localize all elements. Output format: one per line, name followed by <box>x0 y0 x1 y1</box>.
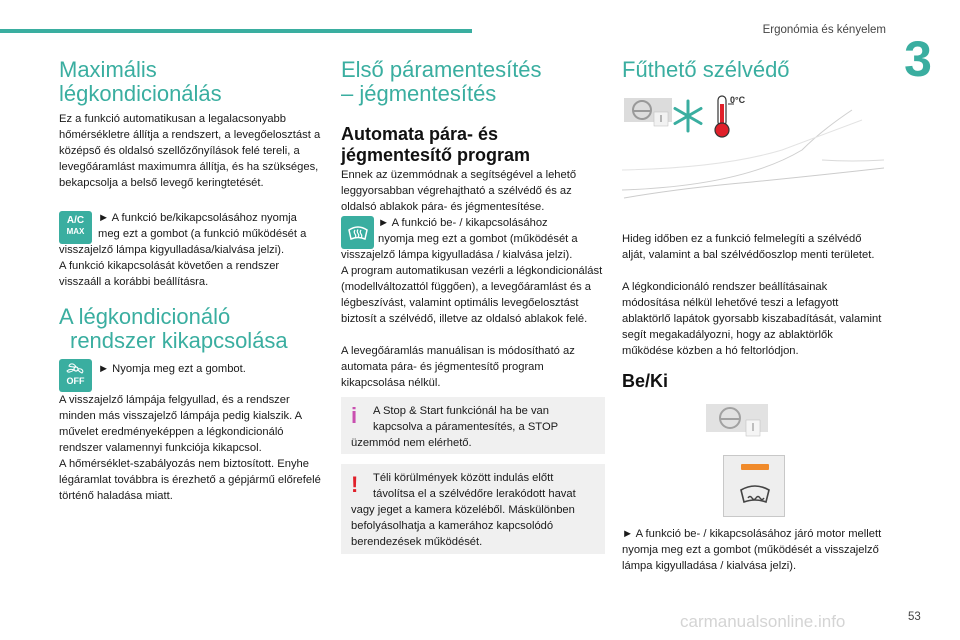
paragraph-ac-off-result: A visszajelző lámpája felgyullad, és a rendszer minden más visszajelző lámpája pedig kialszik. A művelet eredményeképpen a légkondicionáló rendszer valamennyi funkciója kikapcsol. <box>59 394 302 454</box>
heading-ac-off: A légkondicionáló rendszer kikapcsolása <box>59 304 288 353</box>
snowflake-icon <box>675 101 701 131</box>
ac-max-button-icon: A/C MAX <box>59 211 92 244</box>
windscreen-defrost-icon <box>346 221 370 245</box>
paragraph-heated-windscreen-toggle: ► A funkció be- / kikapcsolásához járó motor mellett nyomja meg ezt a gombot (működését a visszajelző lámpa kigyulladása / kialvása jelzi). <box>622 528 882 572</box>
chapter-number: 3 <box>904 31 932 87</box>
paragraph-heated-windscreen-benefit: A légkondicionáló rendszer beállításainak módosítása nélkül lehetővé teszi a lefagyott ablaktörlő lapátok gyorsabb kiszabadítását, valamint segít megakadályozni, hogy az ablaktörlők működése közben a hó feltorlódjon. <box>622 281 882 357</box>
ac-off-button-icon: OFF <box>59 359 92 392</box>
paragraph-ac-off-note: A hőmérséklet-szabályozás nem biztosított. Enyhe légáramlat továbbra is érezhető a gépjármű előrefelé történő haladása miatt. <box>59 458 321 502</box>
watermark: carmanualsonline.info <box>680 612 846 631</box>
heated-windscreen-illustration <box>622 90 884 200</box>
header-accent-bar <box>0 29 472 33</box>
info-icon: i <box>351 403 358 428</box>
indicator-lamp <box>741 464 769 470</box>
heated-windscreen-icon <box>737 480 773 506</box>
section-title: Ergonómia és kényelem <box>762 24 886 36</box>
paragraph-max-ac-restore: A funkció kikapcsolását követően a rendszer visszaáll a korábbi beállításra. <box>59 260 280 288</box>
paragraph-max-ac-intro: Ez a funkció automatikusan a legalacsonyabb hőmérsékletre állítja a rendszert, a levegőelosztást a középső és oldalsó szellőzőnyílások felé tereli, a levegőáramlást maximumra állítja, és ha szükséges, bekapcsolja a belső levegő keringtetését. <box>59 113 321 189</box>
paragraph-heated-windscreen-intro: Hideg időben ez a funkció felmelegíti a szélvédő alját, valamint a bal szélvédőoszlop menti területet. <box>622 233 875 261</box>
steering-wheel-small-icon <box>706 404 768 438</box>
paragraph-auto-defrost-program: A program automatikusan vezérli a légkondicionálást (modellváltozattól függően), a levegőáramlást és a légbeszívást, valamint optimális levegőelosztást biztosít a szélvédő, illetve az oldalsó ablakok felé. <box>341 265 603 325</box>
heading-defrost: Első páramentesítés – jégmentesítés <box>341 57 542 106</box>
temperature-label: 0°C <box>730 95 746 105</box>
paragraph-auto-defrost-intro: Ennek az üzemmódnak a segítségével a lehető leggyorsabban végrehajtható a szélvédő és az oldalsó ablakok pára- és jégmentesítése. <box>341 169 577 213</box>
heated-windscreen-button[interactable] <box>723 455 785 517</box>
paragraph-max-ac-toggle: ► A funkció be/kikapcsolásához nyomja meg ezt a gombot (a funkció működését a <box>98 212 307 240</box>
windscreen-defrost-button-icon <box>341 216 374 249</box>
page-number: 53 <box>908 611 921 623</box>
thermometer-icon <box>715 95 746 137</box>
paragraph-auto-defrost-toggle: ► A funkció be- / kikapcsolásához nyomja meg ezt a gombot (működését a <box>378 217 578 245</box>
paragraph-max-ac-toggle-tail: visszajelző lámpa kigyulladása/kialvása jelzi). <box>59 244 285 256</box>
paragraph-auto-defrost-toggle-tail: visszajelző lámpa kigyulladása / kialvása jelzi). <box>341 249 573 261</box>
fan-icon <box>65 362 87 376</box>
paragraph-auto-defrost-manual: A levegőáramlás manuálisan is módosítható az automata pára- és jégmentesítő program kikapcsolása nélkül. <box>341 345 575 389</box>
steering-wheel-icon <box>624 98 672 126</box>
heading-heated-windscreen: Fűthető szélvédő <box>622 57 790 82</box>
warning-note-winter: ! Téli körülmények között indulás előtt távolítsa el a szélvédőre lerakódott havat vagy jeget a kamera közeléből. Máskülönben befolyásolhatja a kamerához kapcsolódó berendezések működését. <box>341 464 605 554</box>
heading-auto-defrost: Automata pára- és jégmentesítő program <box>341 124 531 165</box>
heading-max-ac: Maximális légkondicionálás <box>59 57 222 106</box>
warning-icon: ! <box>351 472 359 497</box>
heading-on-off: Be/Ki <box>622 371 669 391</box>
info-note-stop-start: i A Stop & Start funkciónál ha be van kapcsolva a páramentesítés, a STOP üzemmód nem elérhető. <box>341 397 605 454</box>
paragraph-ac-off-action: ► Nyomja meg ezt a gombot. <box>98 363 246 375</box>
